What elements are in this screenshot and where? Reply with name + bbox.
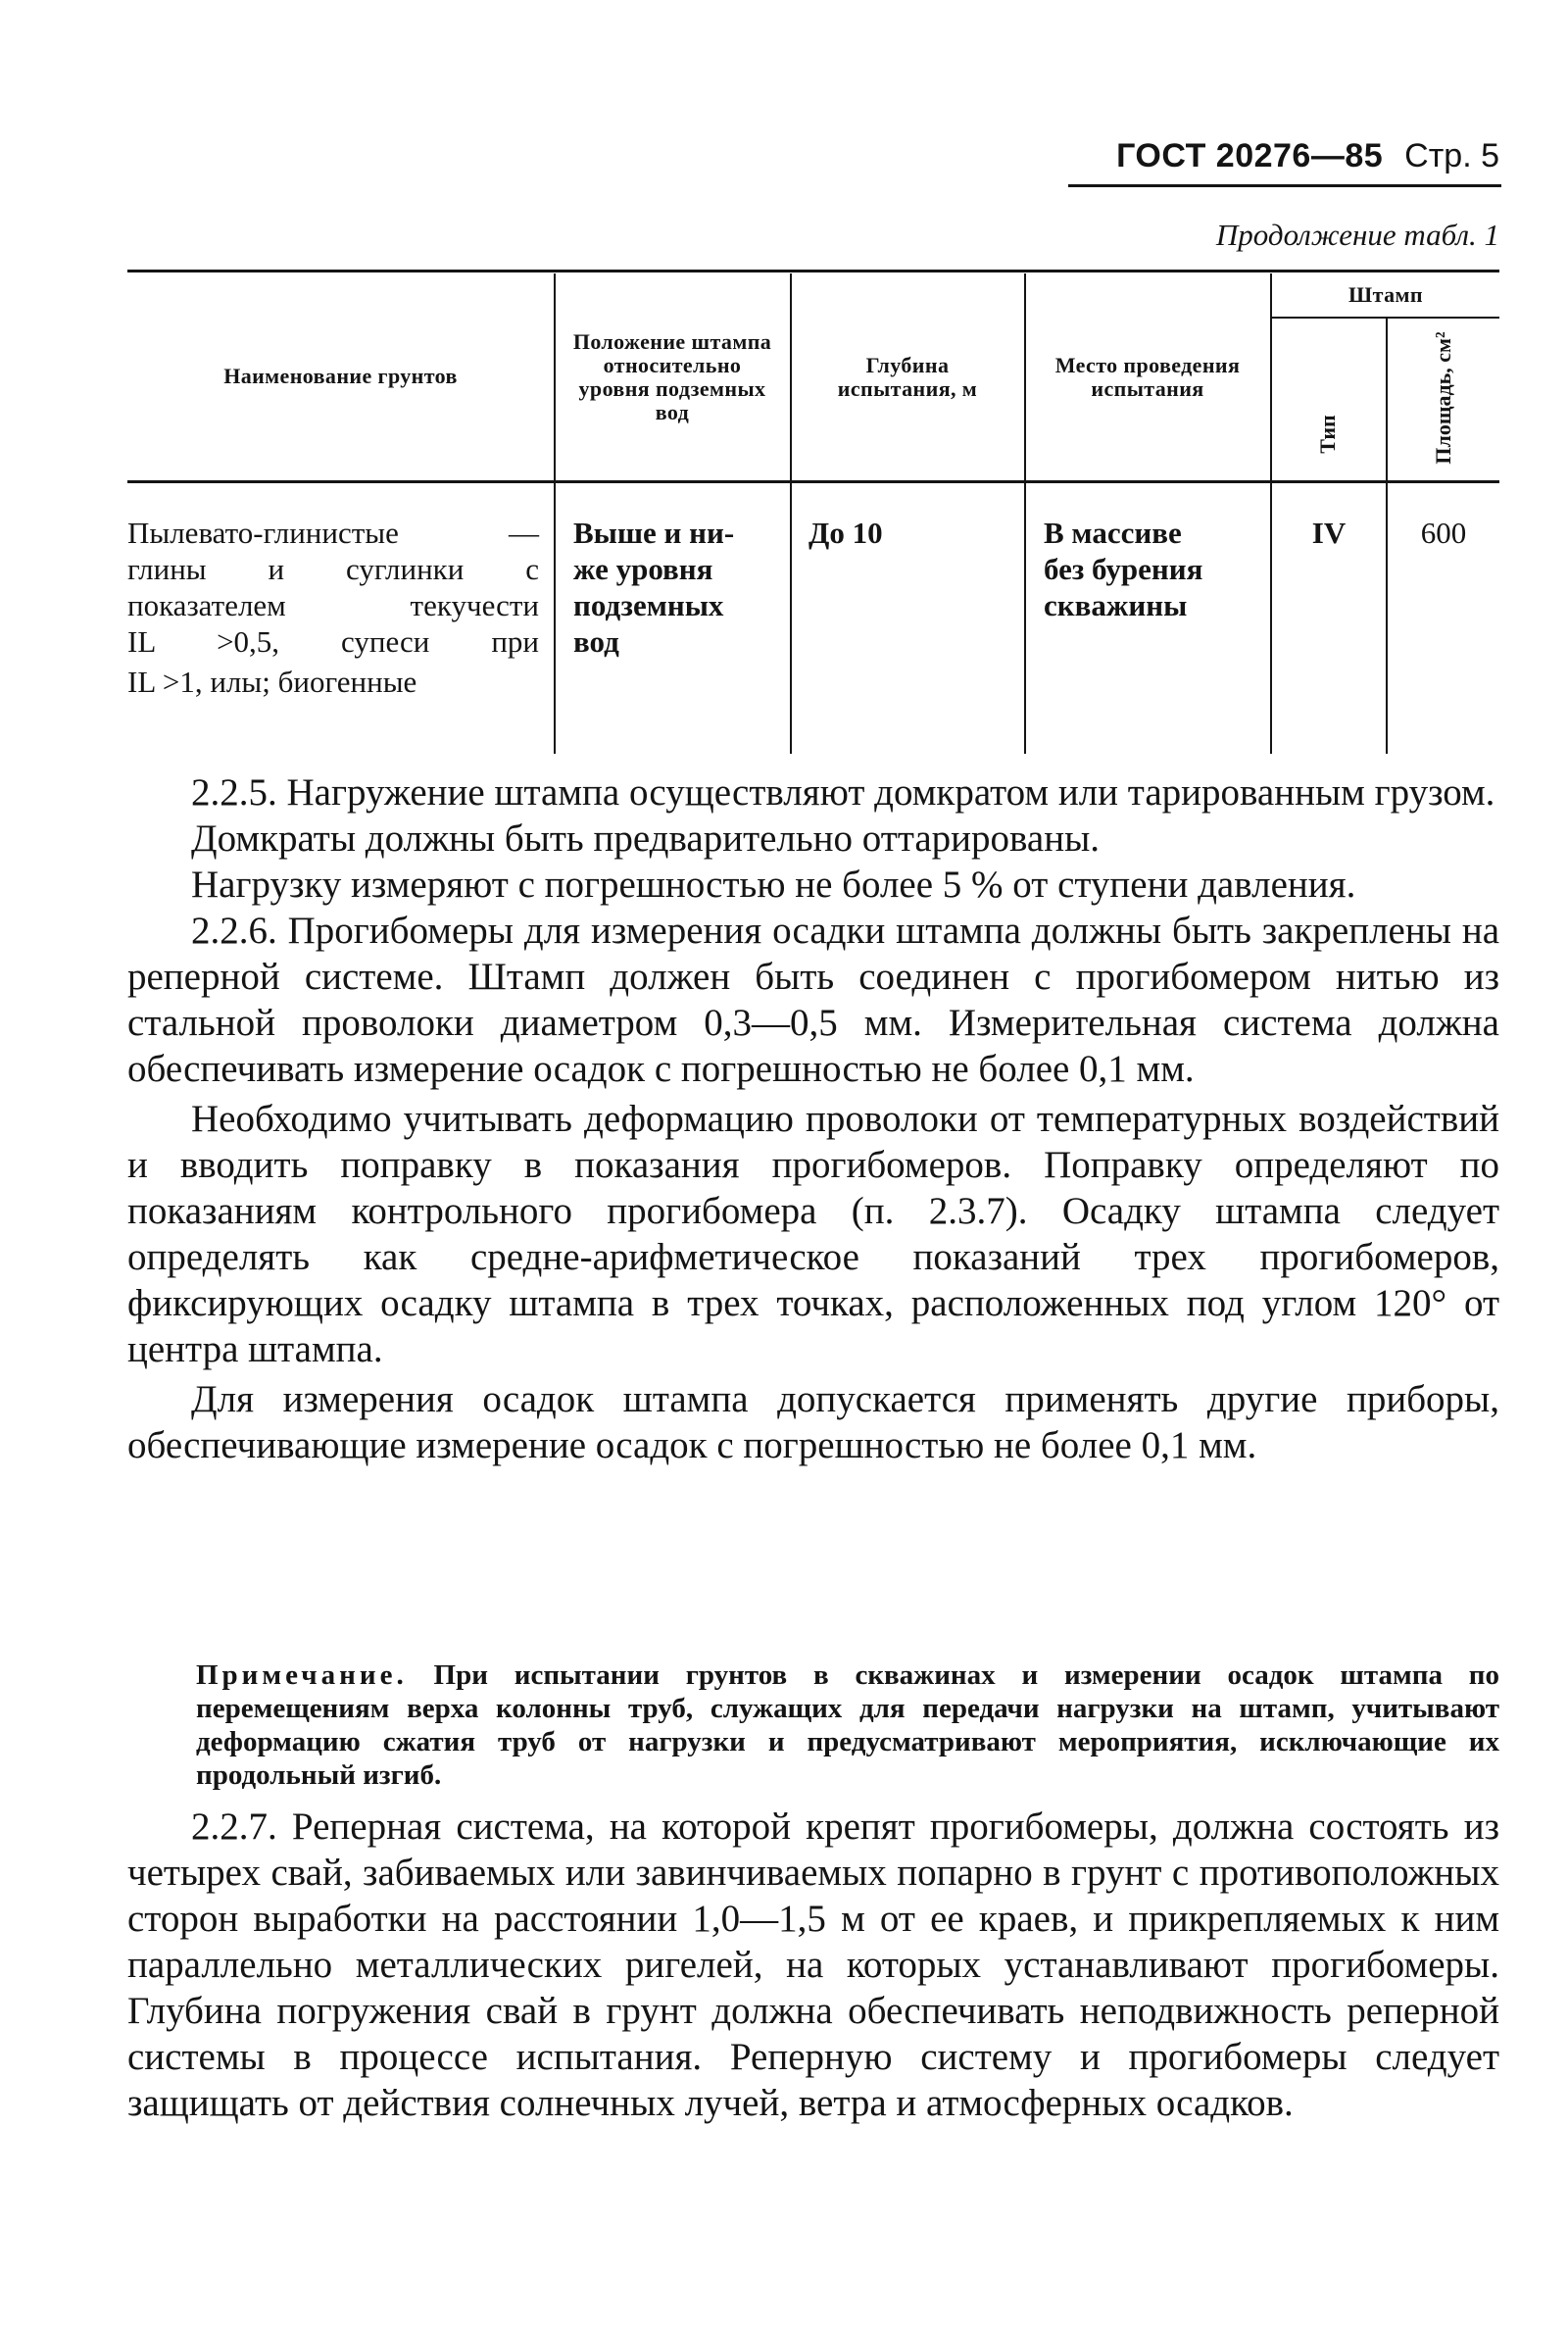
paragraph: Нагрузку измеряют с погрешностью не более 5 % от ступени давления. [191, 864, 1356, 906]
header-soil-name: Наименование грунтов [223, 364, 458, 388]
cell-test-place [1044, 515, 1264, 623]
section-2-2-5 [127, 769, 1499, 1468]
header-rule [1068, 184, 1501, 187]
cell-stamp-area: 600 [1420, 516, 1467, 550]
header-stamp-type: Тип [1315, 415, 1340, 454]
header-test-depth: Глубина испытания, м [837, 353, 978, 401]
standard-number: ГОСТ 20276—85 [1116, 137, 1384, 174]
note-text: При испытании грунтов в скважинах и измерении осадок штампа по перемещениям верха колонны труб, служащих для передачи нагрузки на штамп, учитывают деформацию сжатия труб от нагрузки и предусматривают мероприятия, исключающие их продольный изгиб. [196, 1659, 1499, 1791]
stamp-position-line: подземных [573, 588, 724, 622]
stamp-position-line: вод [573, 624, 619, 659]
stamp-position-line: же уровня [573, 552, 713, 586]
test-place-line: без бурения [1044, 552, 1203, 586]
note-block [196, 1658, 1499, 1792]
soil-name-line: глины и суглинки с [127, 552, 539, 586]
table-continuation-label: Продолжение табл. 1 [1215, 218, 1499, 252]
header-stamp-group: Штамп [1348, 282, 1423, 307]
paragraph: Домкраты должны быть предварительно оттарированы. [191, 817, 1101, 860]
stamp-position-line: Выше и ни- [573, 516, 735, 550]
page-number: Стр. 5 [1404, 137, 1499, 174]
cell-stamp-type: IV [1311, 516, 1347, 550]
header-test-place: Место проведения испытания [1054, 353, 1241, 401]
soil-name-line: IL >1, илы; биогенные [127, 665, 417, 699]
header-stamp-area: Площадь, см² [1431, 331, 1455, 465]
page-header [1068, 137, 1499, 175]
paragraph: 2.2.5. Нагружение штампа осуществляют домкратом или тарированным грузом. [191, 771, 1495, 814]
cell-stamp-position [573, 515, 784, 660]
table-col-divider [1270, 273, 1272, 754]
header-stamp-position: Положение штампа относительно уровня подземных вод [572, 329, 772, 424]
table-col-divider [790, 273, 792, 754]
paragraph: 2.2.6. Прогибомеры для измерения осадки штампа должны быть закреплены на реперной системе. Штамп должен быть соединен с прогибомером нитью из стальной проволоки диаметром 0,3—0,5 мм. Измерительная система должна обеспечивать измерение осадок с погрешностью не более 0,1 мм. [127, 910, 1499, 1090]
paragraph: Для измерения осадок штампа допускается применять другие приборы, обеспечивающие измерение осадок с погрешностью не более 0,1 мм. [127, 1378, 1499, 1466]
soil-table [127, 270, 1499, 760]
paragraph: Необходимо учитывать деформацию проволоки от температурных воздействий и вводить поправку в показания прогибомеров. Поправку определяют по показаниям контрольного прогибомера (п. 2.3.7). Осадку штампа следует определять как средне-арифметическое показаний трех прогибомеров, фиксирующих осадку штампа в трех точках, расположенных под углом 120° от центра штампа. [127, 1098, 1499, 1370]
table-col-divider [554, 273, 556, 754]
paragraph: 2.2.7. Реперная система, на которой крепят прогибомеры, должна состоять из четырех свай, забиваемых или завинчиваемых попарно в грунт с противоположных сторон выработки на расстоянии 1,0—1,5 м от ее краев, и прикрепляемых к ним параллельно металлических ригелей, на которых устанавливают прогибомеры. Глубина погружения свай в грунт должна обеспечивать неподвижность реперной системы в процессе испытания. Реперную систему и прогибомеры следует защищать от действия солнечных лучей, ветра и атмосферных осадков. [127, 1806, 1499, 2124]
section-2-2-7 [127, 1804, 1499, 2126]
table-header-rule [127, 480, 1499, 483]
note-label: Примечание. [196, 1659, 408, 1691]
soil-name-line: Пылевато-глинистые — [127, 516, 539, 550]
soil-name-line: IL >0,5, супеси при [127, 624, 539, 659]
table-col-divider [1024, 273, 1026, 754]
table-top-rule [127, 270, 1499, 272]
cell-soil-name [127, 515, 539, 700]
soil-name-line: показателем текучести [127, 588, 539, 622]
test-place-line: скважины [1044, 588, 1188, 622]
test-place-line: В массиве [1044, 516, 1182, 550]
cell-test-depth: До 10 [808, 516, 883, 550]
